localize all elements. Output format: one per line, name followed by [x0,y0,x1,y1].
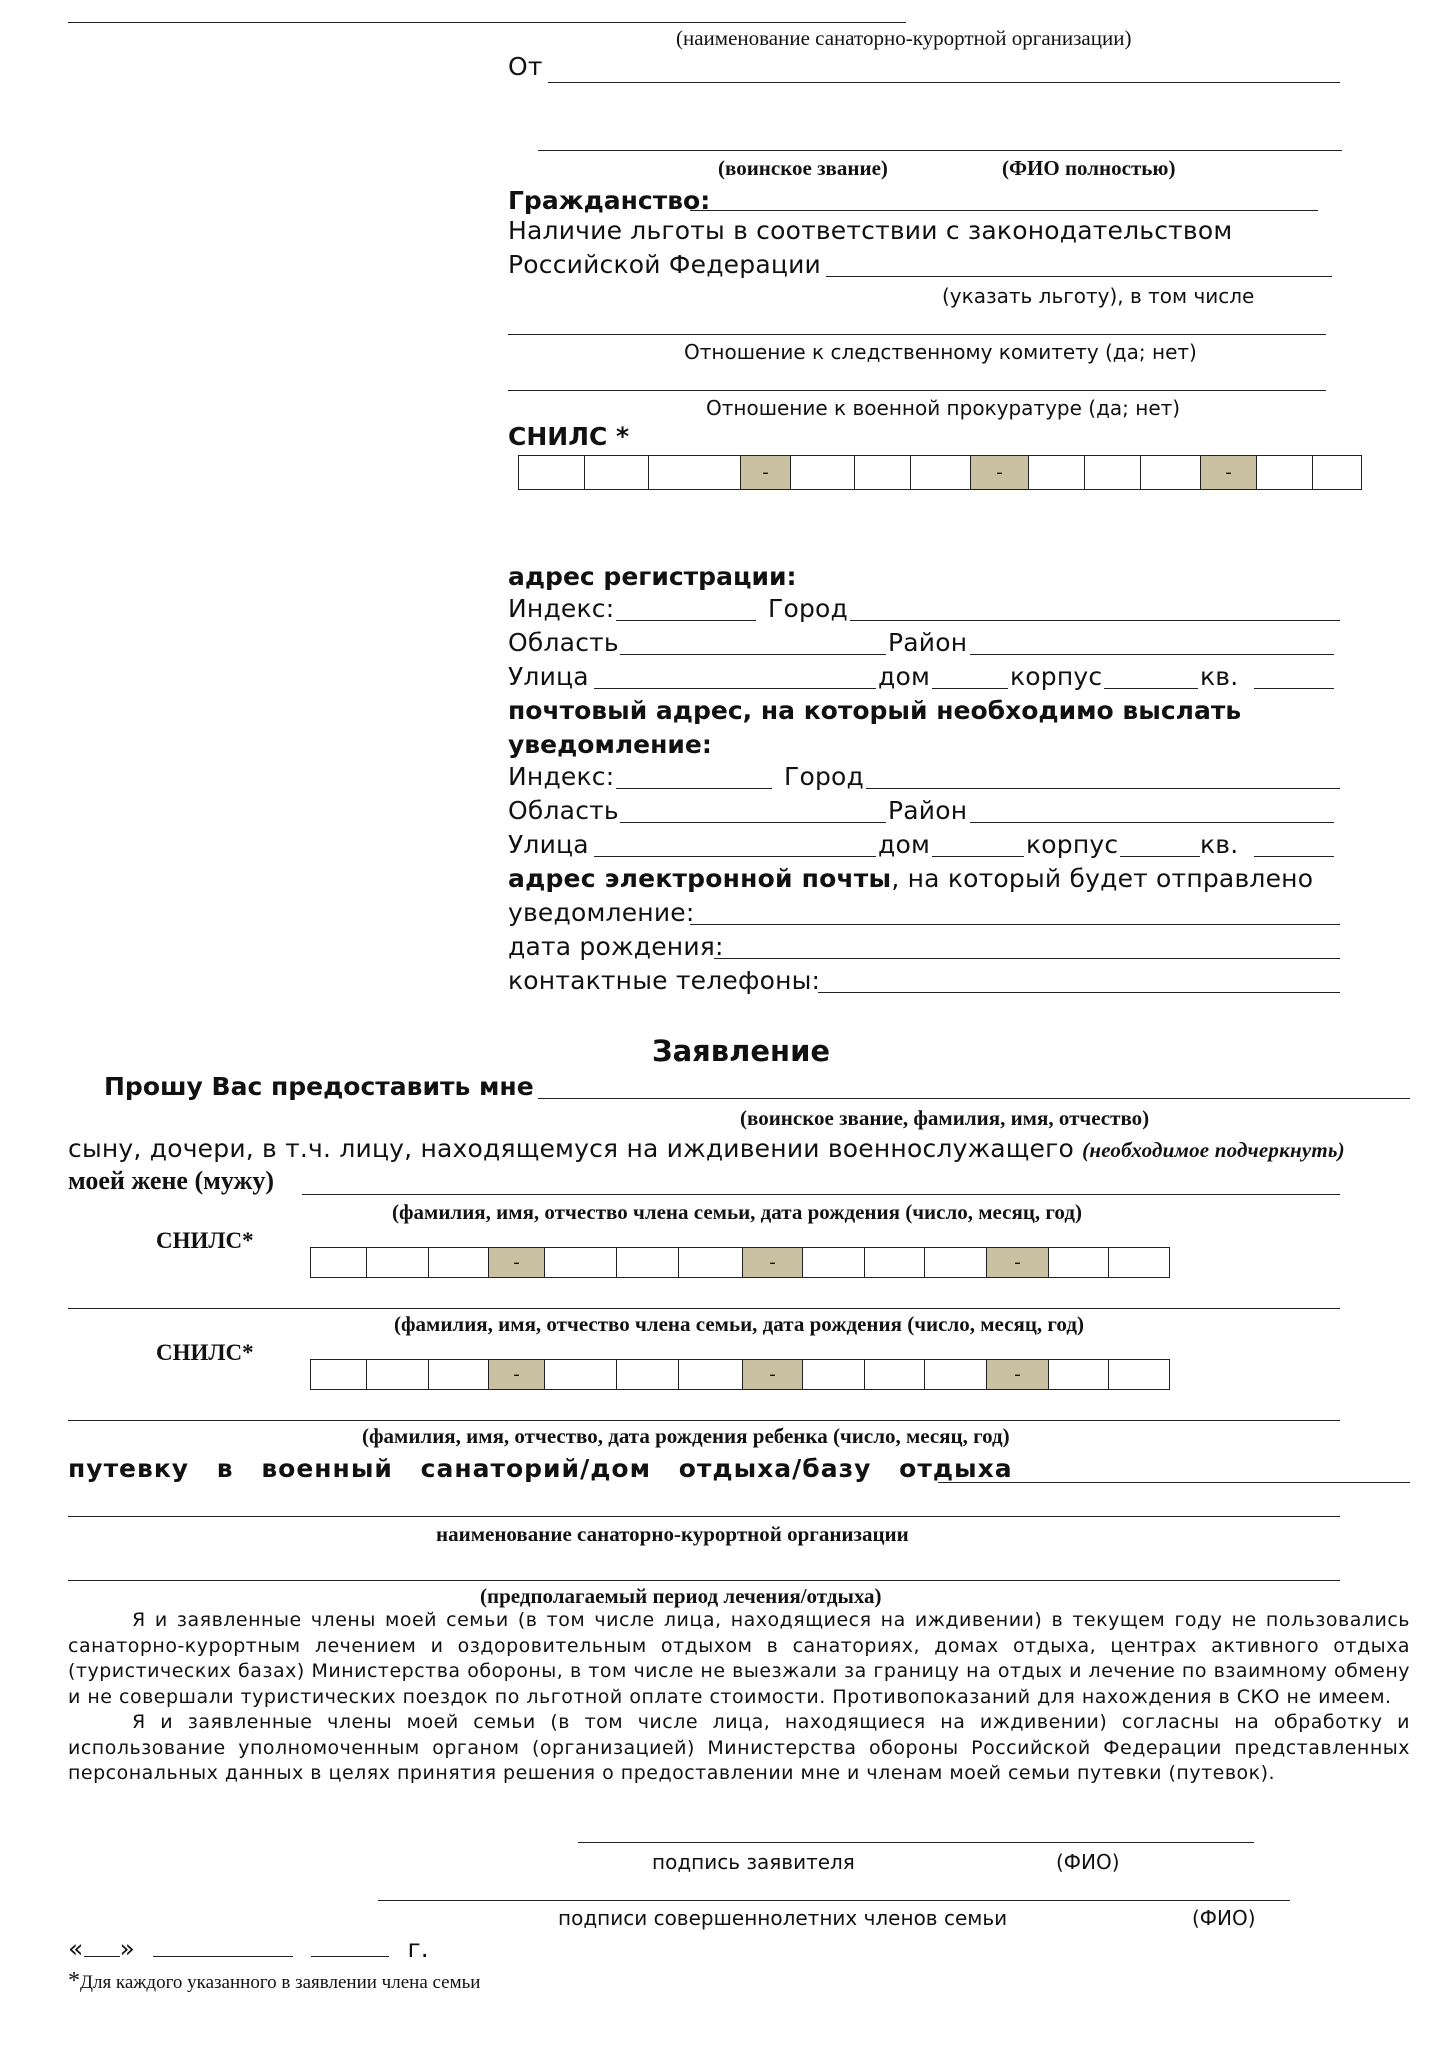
snils-cell[interactable] [679,1360,743,1389]
child-line[interactable] [68,1420,1340,1421]
snils-cell[interactable] [311,1248,367,1277]
investigative-caption: Отношение к следственному комитету (да; нет) [684,340,1197,364]
postal-index-line[interactable] [616,788,772,789]
date-open-quote: « [68,1934,84,1963]
benefit-extra-line[interactable] [508,334,1326,335]
snils-cell[interactable] [679,1248,743,1277]
voucher-label: путевку в военный санаторий/дом отдыха/базу отдыха [68,1454,1013,1483]
email-line[interactable] [690,924,1340,925]
postal-house-label: дом [878,830,931,859]
date-field [68,1934,429,1963]
org-line[interactable] [68,1516,1340,1517]
email-bold-label: адрес электронной почты [508,864,892,893]
postal-apt-line[interactable] [1254,856,1334,857]
rank-fio-line[interactable] [538,150,1342,151]
snils-cell[interactable] [429,1248,489,1277]
postal-index-label: Индекс: [508,762,615,791]
snils-cell[interactable] [1049,1248,1109,1277]
reg-city-line[interactable] [850,620,1340,621]
postal-house-line[interactable] [932,856,1024,857]
reg-apt-line[interactable] [1254,688,1334,689]
reg-apt-label: кв. [1200,662,1239,691]
snils-cell[interactable] [925,1360,987,1389]
relatives-text [68,1134,1345,1163]
registration-title: адрес регистрации: [508,562,797,591]
reg-house-line[interactable] [932,688,1008,689]
snils-dash-cell: - [1201,456,1257,489]
period-caption: (предполагаемый период лечения/отдыха) [480,1584,882,1608]
citizenship-label: Гражданство: [508,186,711,215]
postal-district-label: Район [888,796,968,825]
snils-cell[interactable] [865,1360,925,1389]
declaration-text [68,1608,1410,1787]
snils-cell[interactable] [1141,456,1201,489]
applicant-fio-caption: (ФИО) [1056,1850,1120,1874]
from-line[interactable] [548,82,1340,83]
postal-title-line2: уведомление: [508,730,712,759]
snils-cell[interactable] [1313,456,1361,489]
snils-cell[interactable] [855,456,911,489]
footnote-text: Для каждого указанного в заявлении члена семьи [80,1972,481,1993]
snils-cell[interactable] [1085,456,1141,489]
postal-region-label: Область [508,796,619,825]
snils-label-member-1: СНИЛС* [156,1228,254,1253]
rank-caption: (воинское звание) [718,156,888,180]
postal-street-label: Улица [508,830,589,859]
snils-cell[interactable] [429,1360,489,1389]
benefit-caption: (указать льготу), в том числе [942,284,1255,308]
declaration-paragraph-1: Я и заявленные члены моей семьи (в том числе лица, находящиеся на иждивении) в текущем году не пользовались санаторно-курортным лечением и оздоровительным отдыхом в санаториях, домах отдыха, центрах активного отдыха (туристических базах) Министерства обороны, в том числе не выезжали за границу на отдых и лечение по взаимному обмену и не совершали туристических поездок по льготной оплате стоимости. Противопоказаний для нахождения в СКО не имеем. [68,1609,1410,1708]
applicant-caption: (воинское звание, фамилия, имя, отчество) [740,1106,1150,1130]
fio-caption: (ФИО полностью) [1002,156,1176,180]
snils-cell[interactable] [367,1248,429,1277]
family-signature-line[interactable] [378,1900,1290,1901]
reg-region-line[interactable] [620,654,886,655]
snils-cell[interactable] [585,456,649,489]
snils-grid-member-2[interactable] [310,1359,1170,1390]
prosecutor-caption: Отношение к военной прокуратуре (да; нет) [706,396,1181,420]
relatives-label: сыну, дочери, в т.ч. лицу, находящемуся на иждивении военнослужащего [68,1134,1074,1163]
voucher-line[interactable] [938,1482,1410,1483]
phones-line[interactable] [818,992,1340,993]
member-caption-1: (фамилия, имя, отчество члена семьи, дата рождения (число, месяц, год) [392,1200,1082,1224]
date-month-line[interactable] [153,1956,293,1957]
snils-dash-cell: - [741,456,791,489]
reg-building-line[interactable] [1104,688,1198,689]
footnote-star: * [68,1968,80,1994]
reg-district-line[interactable] [970,654,1334,655]
reg-index-label: Индекс: [508,594,615,623]
child-caption: (фамилия, имя, отчество, дата рождения ребенка (число, месяц, год) [362,1424,1010,1448]
snils-cell[interactable] [865,1248,925,1277]
family-signature-caption: подписи совершеннолетних членов семьи [558,1906,1008,1930]
benefit-text-line1: Наличие льготы в соответствии с законодательством [508,216,1233,245]
postal-region-line[interactable] [620,822,886,823]
phones-label: контактные телефоны: [508,966,821,995]
family-fio-caption: (ФИО) [1192,1906,1256,1930]
reg-region-label: Область [508,628,619,657]
reg-district-label: Район [888,628,968,657]
snils-cell[interactable] [1029,456,1085,489]
email-line2-label: уведомление: [508,898,695,927]
postal-street-line[interactable] [594,856,876,857]
statement-title: Заявление [652,1034,831,1068]
snils-cell[interactable] [803,1248,865,1277]
postal-building-line[interactable] [1120,856,1200,857]
org-name-caption: (наименование санаторно-курортной организации) [676,26,1132,50]
postal-city-label: Город [784,762,864,791]
from-label: От [508,52,543,81]
snils-cell[interactable] [367,1360,429,1389]
citizenship-line[interactable] [690,210,1318,211]
snils-cell[interactable] [1109,1248,1169,1277]
email-text [508,864,1313,893]
snils-dash-cell: - [987,1360,1049,1389]
snils-grid-member-1[interactable] [310,1247,1170,1278]
postal-apt-label: кв. [1200,830,1239,859]
reg-street-label: Улица [508,662,589,691]
postal-city-line[interactable] [866,788,1340,789]
snils-cell[interactable] [1257,456,1313,489]
snils-cell[interactable] [791,456,855,489]
spouse-line[interactable] [302,1194,1340,1195]
snils-dash-cell: - [971,456,1029,489]
snils-cell[interactable] [911,456,971,489]
birth-label: дата рождения: [508,932,724,961]
snils-dash-cell: - [489,1248,545,1277]
benefit-text-line2: Российской Федерации [508,250,821,279]
snils-cell[interactable] [519,456,585,489]
snils-label-member-2: СНИЛС* [156,1340,254,1365]
snils-dash-cell: - [987,1248,1049,1277]
period-line[interactable] [68,1580,1340,1581]
reg-city-label: Город [768,594,848,623]
date-year-suffix: г. [407,1934,429,1963]
date-day-line[interactable] [84,1956,120,1957]
snils-cell[interactable] [617,1248,679,1277]
postal-district-line[interactable] [970,822,1334,823]
snils-grid-applicant[interactable] [518,455,1362,490]
snils-label-top: СНИЛС * [508,422,630,451]
relatives-note: (необходимое подчеркнуть) [1082,1138,1345,1162]
date-year-line[interactable] [311,1956,389,1957]
applicant-signature-line[interactable] [578,1842,1254,1843]
reg-street-line[interactable] [594,688,876,689]
snils-cell[interactable] [311,1360,367,1389]
org-name-line[interactable] [68,22,906,23]
snils-cell[interactable] [1049,1360,1109,1389]
snils-cell[interactable] [545,1248,617,1277]
footnote [68,1968,480,1995]
snils-cell[interactable] [649,456,741,489]
snils-cell[interactable] [617,1360,679,1389]
snils-dash-cell: - [743,1248,803,1277]
snils-cell[interactable] [1109,1360,1169,1389]
reg-index-line[interactable] [616,620,756,621]
snils-cell[interactable] [545,1360,617,1389]
date-close-quote: » [119,1934,135,1963]
investigative-line[interactable] [508,390,1326,391]
request-line[interactable] [538,1098,1410,1099]
snils-dash-cell: - [489,1360,545,1389]
spouse-label: моей жене (мужу) [68,1166,274,1195]
email-rest-label: , на который будет отправлено [891,864,1314,893]
snils-cell[interactable] [803,1360,865,1389]
birth-line[interactable] [714,958,1340,959]
reg-house-label: дом [878,662,931,691]
reg-building-label: корпус [1010,662,1103,691]
member-caption-2: (фамилия, имя, отчество члена семьи, дата рождения (число, месяц, год) [394,1312,1084,1336]
org-caption-bottom: наименование санаторно-курортной организации [436,1522,909,1546]
applicant-signature-caption: подпись заявителя [652,1850,855,1874]
postal-building-label: корпус [1026,830,1119,859]
request-label: Прошу Вас предоставить мне [104,1072,534,1101]
snils-dash-cell: - [743,1360,803,1389]
postal-title-line1: почтовый адрес, на который необходимо выслать [508,696,1242,725]
member-2-line[interactable] [68,1308,1340,1309]
declaration-paragraph-2: Я и заявленные члены моей семьи (в том числе лица, находящиеся на иждивении) согласны на обработку и использование уполномоченным органом (организацией) Министерства обороны Российской Федерации представленных персональных данных в целях принятия решения о предоставлении мне и членам моей семьи путевки (путевок). [68,1711,1410,1784]
benefit-line[interactable] [826,276,1332,277]
snils-cell[interactable] [925,1248,987,1277]
